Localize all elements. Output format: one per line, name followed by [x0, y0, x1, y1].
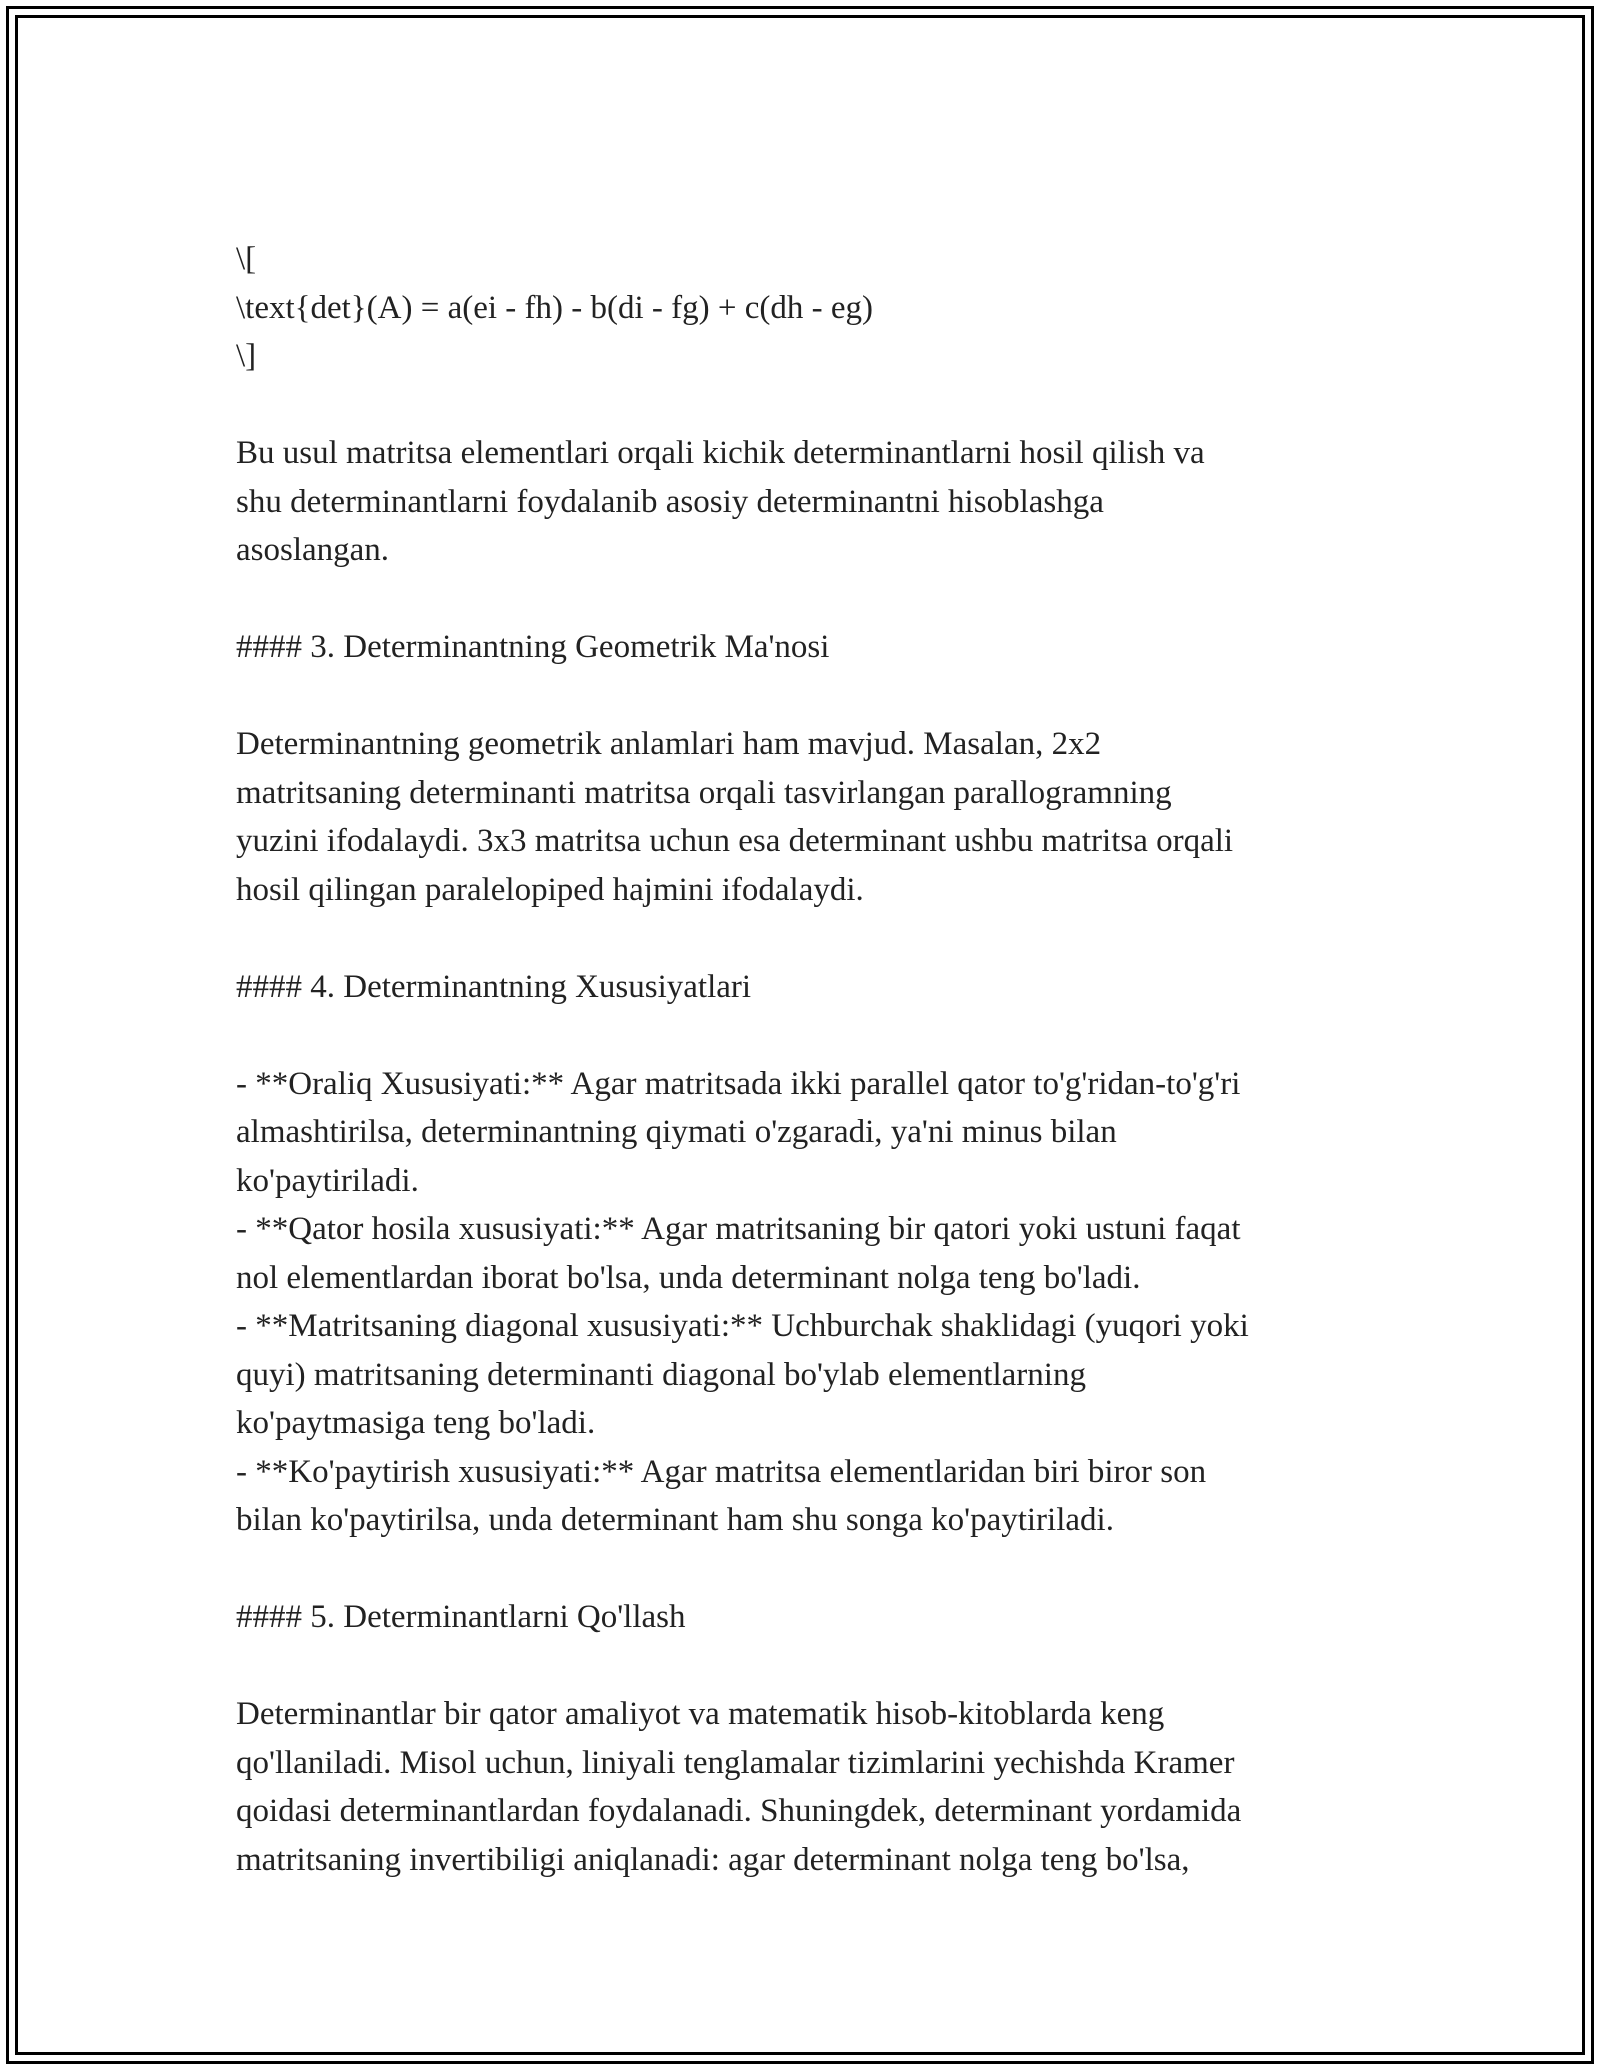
list-item-line: - **Ko'paytirish xususiyati:** Agar matritsa elementlaridan biri biror son	[236, 1453, 1207, 1490]
list-item	[236, 1060, 1386, 1206]
paragraph-line: Determinantning geometrik anlamlari ham mavjud. Masalan, 2x2	[236, 726, 1102, 762]
paragraph-line: qo'llaniladi. Misol uchun, liniyali tenglamalar tizimlarini yechishda Kramer	[236, 1744, 1235, 1781]
document-page	[236, 235, 1386, 1884]
list-item	[236, 1448, 1386, 1545]
paragraph-line: qoidasi determinantlardan foydalanadi. Shuningdek, determinant yordamida	[236, 1793, 1242, 1829]
section-3-heading: #### 3. Determinantning Geometrik Ma'nosi	[236, 629, 830, 665]
section-5-heading: #### 5. Determinantlarni Qo'llash	[236, 1599, 686, 1635]
spacer	[236, 575, 1386, 624]
spacer	[236, 672, 1386, 721]
paragraph-line: hosil qilingan paralelopiped hajmini ifodalaydi.	[236, 871, 864, 908]
list-item-line: - **Oraliq Xususiyati:** Agar matritsada ikki parallel qator to'g'ridan-to'g'ri	[236, 1065, 1241, 1102]
spacer	[236, 381, 1386, 430]
paragraph-line: yuzini ifodalaydi. 3x3 matritsa uchun esa determinant ushbu matritsa orqali	[236, 823, 1234, 859]
list-item-line: bilan ko'paytirilsa, unda determinant ham shu songa ko'paytiriladi.	[236, 1502, 1114, 1538]
spacer	[236, 914, 1386, 963]
paragraph-line: Determinantlar bir qator amaliyot va matematik hisob-kitoblarda keng	[236, 1696, 1165, 1732]
formula-block	[236, 235, 1386, 381]
formula-close: \]	[236, 338, 257, 374]
list-item	[236, 1302, 1386, 1448]
section-5-paragraph	[236, 1690, 1386, 1884]
paragraph-line: Bu usul matritsa elementlari orqali kichik determinantlarni hosil qilish va	[236, 435, 1205, 471]
list-item-line: almashtirilsa, determinantning qiymati o'zgaradi, ya'ni minus bilan	[236, 1114, 1117, 1150]
paragraph-line: matritsaning determinanti matritsa orqali tasvirlangan parallogramning	[236, 774, 1172, 811]
list-item-line: - **Matritsaning diagonal xususiyati:** Uchburchak shaklidagi (yuqori yoki	[236, 1308, 1249, 1344]
spacer	[236, 1642, 1386, 1691]
list-item-line: quyi) matritsaning determinanti diagonal bo'ylab elementlarning	[236, 1356, 1086, 1393]
spacer	[236, 1545, 1386, 1594]
intro-paragraph	[236, 429, 1386, 575]
paragraph-line: matritsaning invertibiligi aniqlanadi: agar determinant nolga teng bo'lsa,	[236, 1841, 1190, 1878]
section-4-list	[236, 1060, 1386, 1545]
formula-body: \text{det}(A) = a(ei - fh) - b(di - fg) + c(dh - eg)	[236, 289, 873, 326]
paragraph-line: asoslangan.	[236, 532, 390, 568]
spacer	[236, 1011, 1386, 1060]
list-item-line: ko'paytiriladi.	[236, 1162, 419, 1199]
list-item-line: ko'paytmasiga teng bo'ladi.	[236, 1405, 596, 1441]
section-3-paragraph	[236, 720, 1386, 914]
list-item-line: nol elementlardan iborat bo'lsa, unda determinant nolga teng bo'ladi.	[236, 1259, 1141, 1296]
list-item	[236, 1205, 1386, 1302]
formula-open: \[	[236, 241, 257, 277]
list-item-line: - **Qator hosila xususiyati:** Agar matritsaning bir qatori yoki ustuni faqat	[236, 1211, 1241, 1247]
paragraph-line: shu determinantlarni foydalanib asosiy determinantni hisoblashga	[236, 483, 1104, 520]
section-4-heading: #### 4. Determinantning Xususiyatlari	[236, 968, 752, 1005]
